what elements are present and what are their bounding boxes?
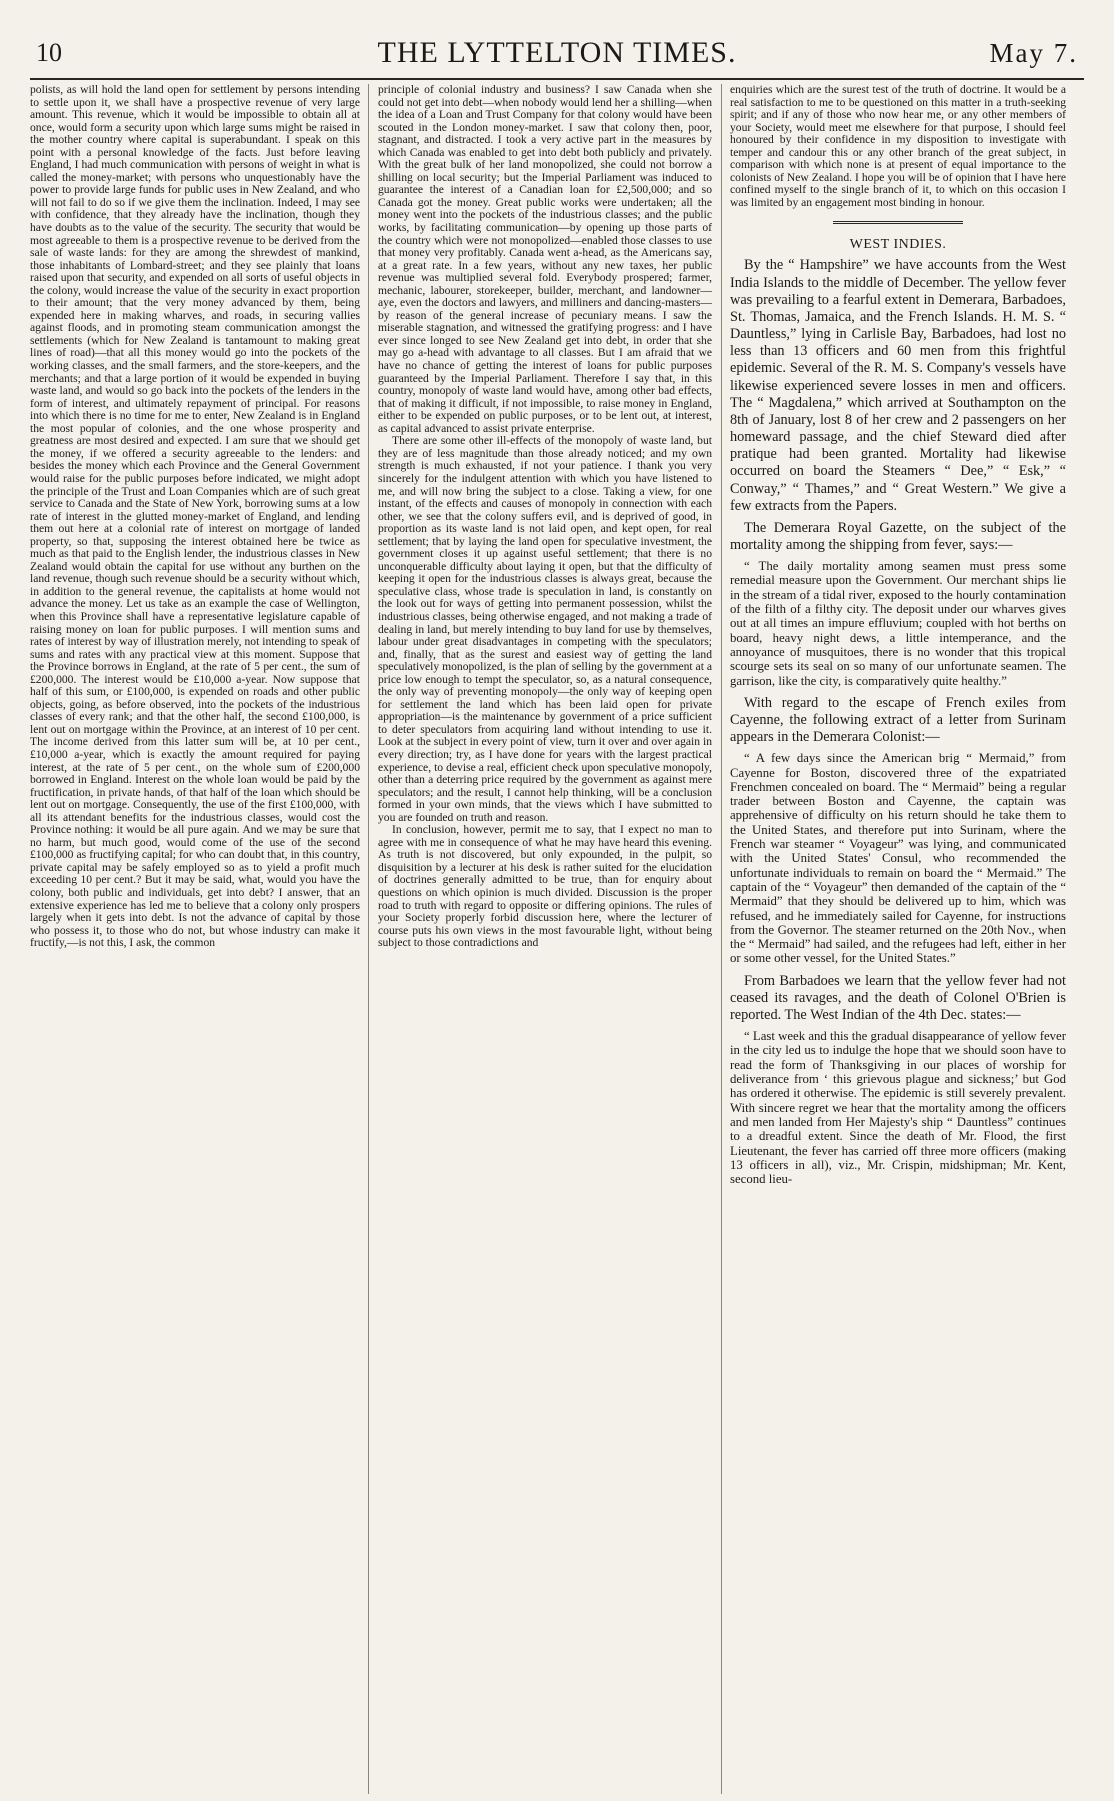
article-paragraph: polists, as will hold the land open for settlement by persons intending to settle upon it, we shall have a prospective revenue of very large amount. This revenue, which it would be impossible to obtain all at once, would form a security upon which large sums might be raised in the mother country where capital is superabundant. I speak on this point with a personal knowledge of the facts. Just before leaving England, I had much communication with persons of weight in what is called the money-market; with persons who unquestionably have the power to provide large funds for public uses in New Zealand, and who will not fail to do so if we give them the inclination. Indeed, I may see with confidence, that they already have the inclination, though they have doubts as to the value of the security. The security that would be most agreeable to them is a prospective revenue to be derived from the sale of waste lands: for they are among the shrewdest of mankind, those inhabitants of Lombard-street; and they see plainly that loans raised upon that security, and expended on all sorts of useful objects in the colony, would increase the value of the security in exact proportion to their amount; that the very money advanced by them, being expended here in making wharves, and roads, in securing vallies against floods, and in promoting steam communication amongst the settlements (which for New Zealand is tantamount to making great lines of road)—that all this money would go into the pockets of the working classes, and the small farmers, and the store-keepers, and the merchants; and that a large portion of it would be expended in buying waste land, and would so go back into the pockets of the lenders in the form of interest, and ultimately repayment of principal. For reasons into which there is no time for me to enter, New Zealand is in England the most popular of colonies, and the one whose prosperity and greatness are most desired and expected. I am sure that we should get the money, if we offered a security agreeable to the lenders: and besides the money which each Province and the General Government would raise for the public purposes before indicated, we might adopt the principle of the Trust and Loan Companies which are of such great service to Canada and the State of New York, borrowing sums at a low rate of interest in the glutted money-market of England, and lending them out here at a colonial rate of interest on mortgage of landed property, so that, supposing the interest obtained here be twice as much as that paid to the English lender, the industrious classes in New Zealand would obtain the capital for use without any burthen on the land revenue, though such revenue should be a security without which, in addition to the general revenue, the capitalists at home would not advance the money. Let us take as an example the case of Wellington, when this Province shall have a representative legislature capable of raising money on loan for public purposes. I will mention sums and rates of interest by way of illustration merely, not intending to speak of sums and rates with any practical view at this moment. Suppose that the Province borrows in England, at the rate of 5 per cent., the sum of £200,000. The interest would be £10,000 a-year. Now suppose that half of this sum, or £100,000, is expended on roads and other public objects, going, as before observed, into the pockets of the industrious classes of every rank; and that the other half, the second £100,000, is lent out on mortgage within the Province, at an interest of 10 per cent. The income derived from this latter sum will be, at 10 per cent., £10,000 a-year, which is exactly the amount required for paying interest, at the rate of 5 per cent., on the whole sum of £200,000 borrowed in England. Interest on the whole loan would be paid by the fructification, in private hands, of that half of the loan which should be lent out on mortgage. Consequently, the use of the first £100,000, with all its attendant benefits for the industrious classes, would cost the Province nothing: it would be all pure again. And we may be sure that no harm, but much good, would come of the use of the second £100,000 as fructifying capital; for who can doubt that, in this country, private capital may be safely employed so as to yield a profit much exceeding 10 per cent.? But it may be said, what, would you have the colony, both public and individuals, get into debt? I answer, that an extensive experience has led me to believe that a colony only prospers largely when it gets into debt. Is not the advance of capital by those who possess it, to those who do not, but whose industry can make it fructify,—is not this, I ask, the common	[30, 83, 360, 950]
newspaper-title: THE LYTTELTON TIMES.	[377, 36, 737, 69]
news-paragraph: From Barbadoes we learn that the yellow fever had not ceased its ravages, and the death of Colonel O'Brien is reported. The West Indian of the 4th Dec. states:—	[730, 972, 1066, 1024]
article-paragraph: There are some other ill-effects of the monopoly of waste land, but they are of less magnitude than those already noticed; and my own strength is much exhausted, if not your patience. I thank you very sincerely for the indulgent attention with which you have listened to me, and will now bring the subject to a close. Taking a view, for one instant, of the effects and causes of monopoly in connection with each other, we see that the colony suffers evil, and is deprived of good, in proportion as its waste land is not laid open, and kept open, for real settlement; that by laying the land open for speculative investment, the government closes it up against useful settlement; that there is no unconquerable difficulty about laying it open, but that the difficulty of keeping it open for the industrious classes is always great, because the speculative class, whose trade is speculation in land, is constantly on the look out for ways of getting into permanent possession, whilst the industrious classes, being otherwise engaged, and not making a trade of dealing in land, but merely intending to buy land for use by themselves, labour under great disadvantages in competing with the speculators; and, finally, that as the surest and easiest way of getting the land speculatively monopolized, is the plan of selling by the government at a price low enough to tempt the speculator, so, as a natural consequence, the only way of preventing monopoly—the only way of keeping open for settlement the land which has been laid open for private appropriation—is the maintenance by government of a price sufficient to deter speculators from acquiring land without intending to use it. Look at the subject in every point of view, turn it over and over again in every direction; try, as I have done for years with the largest practical experience, to devise a real, efficient check upon speculative monopoly, other than a deterring price required by the government as against mere speculators; and the result, I cannot help thinking, will be a conclusion formed in your own minds, that the views which I have submitted to you are founded on truth and reason.	[378, 434, 712, 824]
quoted-extract: “ The daily mortality among seamen must press some remedial measure upon the Government. Our merchant ships lie in the stream of a tidal river, exposed to the hourly contamination of the filth of a filthy city. The deposit under our wharves gives out at all times an impure effluvium; coupled with hot berths on board, heavy night dews, a little intemperance, and the annoyance of musquitoes, there is no wonder that this tropical scourge sets its seal on so many of our unfortunate seamen. The garrison, like the city, is comparatively quite healthy.”	[730, 559, 1066, 688]
column-divider	[368, 84, 369, 1794]
article-paragraph: In conclusion, however, permit me to say, that I expect no man to agree with me in consequence of what he may have heard this evening. As truth is not discovered, but only expounded, in the pulpit, so disquisition by a lecturer at his desk is rather suited for the elucidation of doctrines generally admitted to be true, than for enquiry about questions on which opinion is much divided. Discussion is the proper road to truth with regard to opposite or differing opinions. The rules of your Society properly forbid discussion here, where the lecturer of course puts his own views in the most favourable light, without being subject to those contradictions and	[378, 823, 712, 950]
news-paragraph: By the “ Hampshire” we have accounts from the West India Islands to the middle of December. The yellow fever was prevailing to a fearful extent in Demerara, Barbadoes, St. Thomas, Jamaica, and the French Islands. H. M. S. “ Dauntless,” lying in Carlisle Bay, Barbadoes, had lost no less than 13 officers and 60 men from this frightful epidemic. Several of the R. M. S. Company's vessels have likewise experienced severe losses in men and officers. The “ Magdalena,” which arrived at Southampton on the 8th of January, lost 8 of her crew and 2 passengers on her homeward passage, and the chief Steward died after pratique had been granted. Mortality had likewise occurred on board the Steamers “ Dee,” “ Esk,” “ Conway,” “ Thames,” and “ Great Western.” We give a few extracts from the Papers.	[730, 257, 1066, 514]
column-3	[730, 84, 1066, 1186]
column-1	[30, 84, 360, 950]
page-number: 10	[36, 38, 62, 67]
quoted-extract: “ Last week and this the gradual disappearance of yellow fever in the city led us to indulge the hope that we should soon have to read the form of Thanksgiving in our places of worship for deliverance from ‘ this grievous plague and sickness;’ but God has ordered it otherwise. The epidemic is still severely prevalent. With sincere regret we hear that the mortality among the officers and men landed from Her Majesty's ship “ Dauntless” continues to a dreadful extent. Since the death of Mr. Flood, the first Lieutenant, the fever has carried off three more officers (making 13 officers in all), viz., Mr. Crispin, midshipman; Mr. Kent, second lieu-	[730, 1029, 1066, 1187]
section-heading: WEST INDIES.	[849, 237, 947, 253]
news-paragraph: The Demerara Royal Gazette, on the subject of the mortality among the shipping from fever, says:—	[730, 519, 1066, 553]
issue-date: May 7.	[989, 38, 1078, 68]
column-divider	[721, 84, 722, 1794]
quoted-extract: “ A few days since the American brig “ Mermaid,” from Cayenne for Boston, discovered three of the expatriated Frenchmen concealed on board. The “ Mermaid” being a regular trader between Boston and Cayenne, the captain was apprehensive of difficulty on his return should he take them to the United States, and therefore put into Surinam, where the French war steamer “ Voyageur” was lying, and communicated with the United States' Consul, who recommended the unfortunate individuals to remain on board the “ Mermaid.” The captain of the “ Voyageur” then demanded of the captain of the “ Mermaid” that they should be delivered up to him, which was refused, and he immediately sailed for Cayenne, for instructions from the Governor. The steamer returned on the 20th Nov., when the “ Mermaid” had sailed, and the refugees had left, either in her or some other vessel, for the United States.”	[730, 751, 1066, 966]
article-paragraph: enquiries which are the surest test of the truth of doctrine. It would be a real satisfaction to me to be questioned on this matter in a truth-seeking spirit; and if any of those who now hear me, or any other members of your Society, would meet me elsewhere for that purpose, I should feel honoured by their confidence in my disposition to investigate with temper and candour this or any other branch of the great subject, in comparison with which none is at present of equal importance to the colonists of New Zealand. I hope you will be of opinion that I have here confined myself to the single branch of it, to which on this occasion I was limited by an engagement most binding in honour.	[730, 83, 1066, 209]
news-paragraph: With regard to the escape of French exiles from Cayenne, the following extract of a letter from Surinam appears in the Demerara Colonist:—	[730, 694, 1066, 746]
column-2	[378, 84, 712, 950]
section-separator	[833, 221, 963, 227]
article-paragraph: principle of colonial industry and business? I saw Canada when she could not get into debt—when nobody would lend her a shilling—when the idea of a Loan and Trust Company for that colony would have been scouted in the London money-market. I saw that colony then, poor, stagnant, and distracted. I took a very active part in the measures by which Canada was enabled to get into debt both publicly and privately. With the great bulk of her land monopolized, she could not borrow a shilling on local security; but the Imperial Parliament was induced to guarantee the interest of a Canadian loan for £2,500,000; and so Canada got the money. Great public works were undertaken; all the money went into the pockets of the industrious classes; and the public works, by facilitating communication—by opening up those parts of the country which were not monopolized—enabled those classes to use that money very profitably. Canada went a-head, as the Americans say, at a great rate. In a few years, without any new taxes, her public revenue was multiplied several fold. Everybody prospered; farmer, mechanic, labourer, storekeeper, builder, merchant, and landowner—aye, even the doctors and lawyers, and milliners and dancing-masters—by reason of the general increase of pecuniary means. I saw the miserable stagnation, and witnessed the gratifying progress: and I have ever since longed to see New Zealand get into debt, in order that she may go a-head with advantage to all classes. But I am afraid that we have no chance of getting the interest of loans for public purposes guaranteed by the Imperial Parliament. Therefore I say that, in this country, monopoly of waste land would have, among other bad effects, that of making it difficult, if not impossible, to raise money in England, either to be expended on public purposes, or to be lent out, at interest, as capital advanced to assist private enterprise.	[378, 83, 712, 435]
header-rule	[30, 78, 1084, 80]
page-header	[30, 38, 1084, 74]
